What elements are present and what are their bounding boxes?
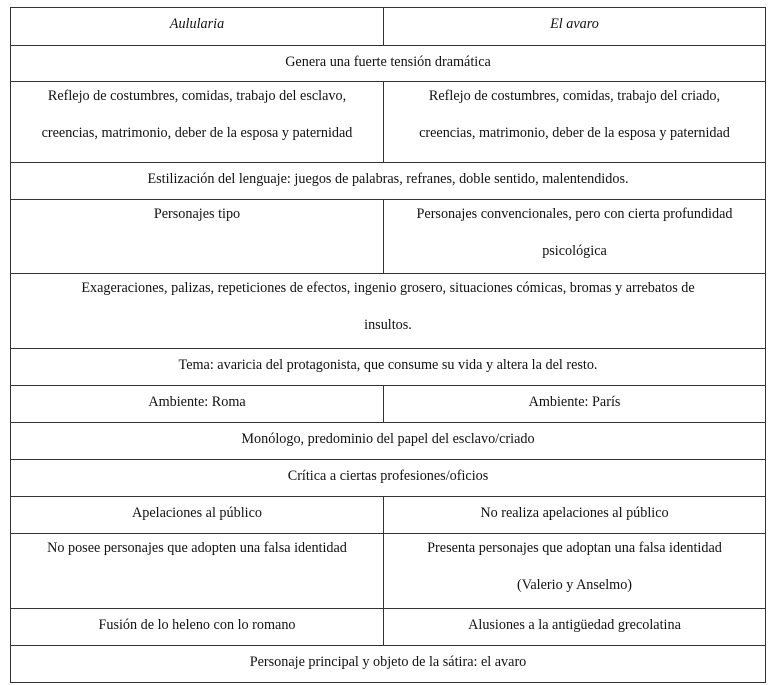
row-fusion-right: Alusiones a la antigüedad grecolatina (384, 609, 766, 646)
table-row (11, 534, 766, 609)
row-apelaciones-right: No realiza apelaciones al público (384, 497, 766, 534)
row-fusion-left: Fusión de lo heleno con lo romano (11, 609, 384, 646)
row-monologo: Monólogo, predominio del papel del esclavo/criado (11, 423, 766, 460)
table-row (11, 46, 766, 82)
row-identidad-left: No posee personajes que adopten una falsa identidad (11, 534, 384, 609)
table-row (11, 460, 766, 497)
row-costumbres-left (11, 82, 384, 163)
cell-line: creencias, matrimonio, deber de la esposa y paternidad (419, 125, 730, 141)
row-apelaciones-left: Apelaciones al público (11, 497, 384, 534)
row-tema: Tema: avaricia del protagonista, que consume su vida y altera la del resto. (11, 349, 766, 386)
comparison-table (10, 7, 766, 683)
cell-line: Presenta personajes que adoptan una falsa identidad (427, 540, 722, 556)
row-costumbres-right (384, 82, 766, 163)
cell-line: Personajes convencionales, pero con cierta profundidad (416, 206, 733, 222)
table-row (11, 8, 766, 46)
table-row (11, 200, 766, 274)
table-row (11, 82, 766, 163)
table-row (11, 609, 766, 646)
cell-line: (Valerio y Anselmo) (516, 577, 633, 593)
header-el-avaro: El avaro (384, 8, 766, 46)
row-tension: Genera una fuerte tensión dramática (11, 46, 766, 82)
table-row (11, 497, 766, 534)
row-exageraciones (11, 274, 766, 349)
row-personajes-left: Personajes tipo (11, 200, 384, 274)
cell-line: Reflejo de costumbres, comidas, trabajo del esclavo, (47, 88, 347, 104)
table-row (11, 274, 766, 349)
table-row (11, 423, 766, 460)
table-row (11, 646, 766, 683)
row-identidad-right (384, 534, 766, 609)
cell-line: Exageraciones, palizas, repeticiones de efectos, ingenio grosero, situaciones cómicas, bromas y arrebatos de (81, 280, 695, 296)
table-row (11, 386, 766, 423)
row-ambiente-right: Ambiente: París (384, 386, 766, 423)
header-aulularia: Aulularia (11, 8, 384, 46)
row-ambiente-left: Ambiente: Roma (11, 386, 384, 423)
row-critica: Crítica a ciertas profesiones/oficios (11, 460, 766, 497)
cell-line: creencias, matrimonio, deber de la esposa y paternidad (41, 125, 353, 141)
row-lenguaje: Estilización del lenguaje: juegos de palabras, refranes, doble sentido, malentendidos. (11, 163, 766, 200)
cell-line: Reflejo de costumbres, comidas, trabajo del criado, (428, 88, 721, 104)
row-personaje-principal: Personaje principal y objeto de la sátira: el avaro (11, 646, 766, 683)
cell-line: psicológica (542, 243, 607, 259)
cell-line: insultos. (364, 317, 412, 333)
table-row (11, 349, 766, 386)
row-personajes-right (384, 200, 766, 274)
table-row (11, 163, 766, 200)
